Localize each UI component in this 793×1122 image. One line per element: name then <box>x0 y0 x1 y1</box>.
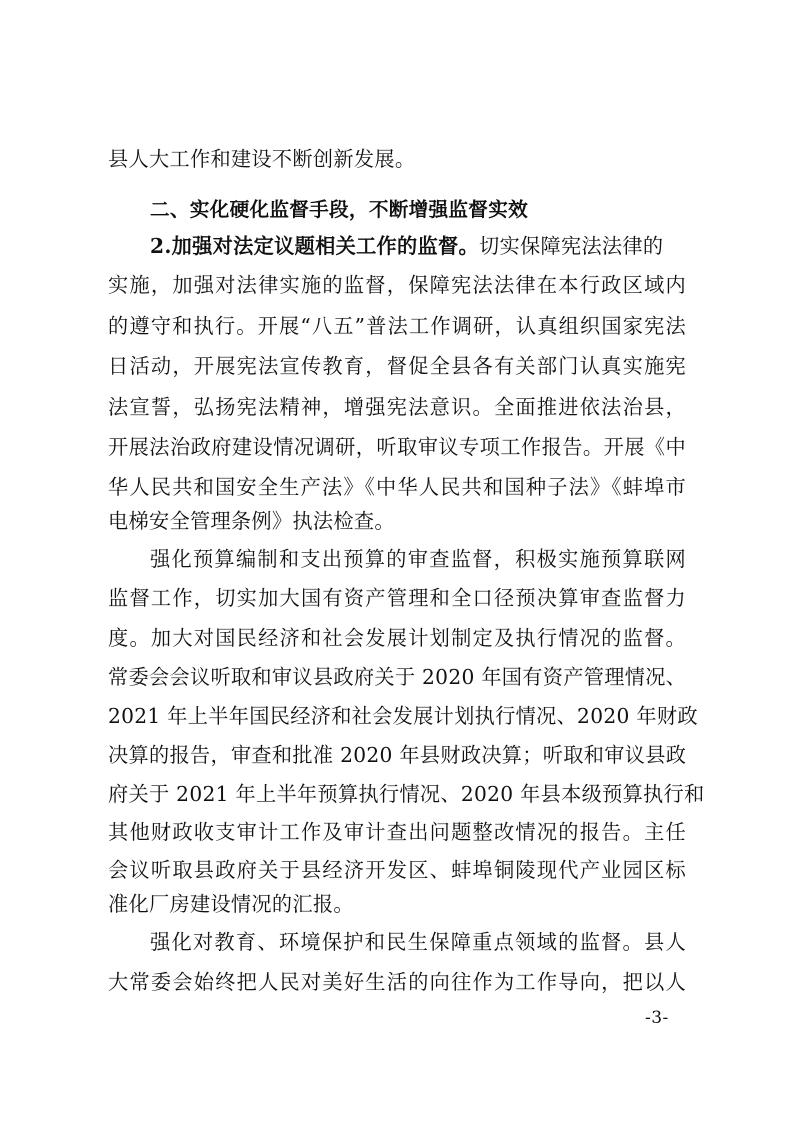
body-line: 2021 年上半年国民经济和社会发展计划执行情况、2020 年财政 <box>108 704 698 728</box>
body-line: 日活动，开展宪法宣传教育，督促全县各有关部门认真实施宪 <box>108 354 686 378</box>
body-line: 强化预算编制和支出预算的审查监督，积极实施预算联网 <box>150 547 686 571</box>
body-line: 开展法治政府建设情况调研，听取审议专项工作报告。开展《中 <box>108 435 686 459</box>
body-line: 常委会会议听取和审议县政府关于 2020 年国有资产管理情况、 <box>108 665 687 689</box>
body-line: 实施，加强对法律实施的监督，保障宪法法律在本行政区域内 <box>108 273 686 297</box>
body-line: 大常委会始终把人民对美好生活的向往作为工作导向，把以人 <box>108 970 686 994</box>
body-line: 强化对教育、环境保护和民生保障重点领域的监督。县人 <box>150 930 686 954</box>
body-line: 电梯安全管理条例》执法检查。 <box>108 509 395 533</box>
body-line: 府关于 2021 年上半年预算执行情况、2020 年县本级预算执行和 <box>108 782 705 806</box>
body-line: 其他财政收支审计工作及审计查出问题整改情况的报告。主任 <box>108 820 686 844</box>
section-heading: 二、实化硬化监督手段，不断增强监督实效 <box>150 198 528 221</box>
page-number: -3- <box>645 1008 669 1028</box>
body-line: 决算的报告，审查和批准 2020 年县财政决算；听取和审议县政 <box>108 743 687 767</box>
body-line: 的遵守和执行。开展“八五”普法工作调研，认真组织国家宪法 <box>108 314 686 338</box>
body-line: 度。加大对国民经济和社会发展计划制定及执行情况的监督。 <box>108 626 686 650</box>
body-line: 法宣誓，弘扬宪法精神，增强宪法意识。全面推进依法治县， <box>108 395 686 419</box>
body-line: 准化厂房建设情况的汇报。 <box>108 892 354 916</box>
body-line: 监督工作，切实加大国有资产管理和全口径预决算审查监督力 <box>108 586 686 610</box>
body-line: 会议听取县政府关于县经济开发区、蚌埠铜陵现代产业园区标 <box>108 858 686 882</box>
subsection-heading: 2.加强对法定议题相关工作的监督。 <box>150 234 479 258</box>
paragraph-first-line <box>150 229 686 263</box>
body-line: 华人民共和国安全生产法》《中华人民共和国种子法》《蚌埠市 <box>108 475 686 499</box>
body-text: 切实保障宪法法律的 <box>479 234 664 258</box>
body-line: 县人大工作和建设不断创新发展。 <box>108 147 416 171</box>
